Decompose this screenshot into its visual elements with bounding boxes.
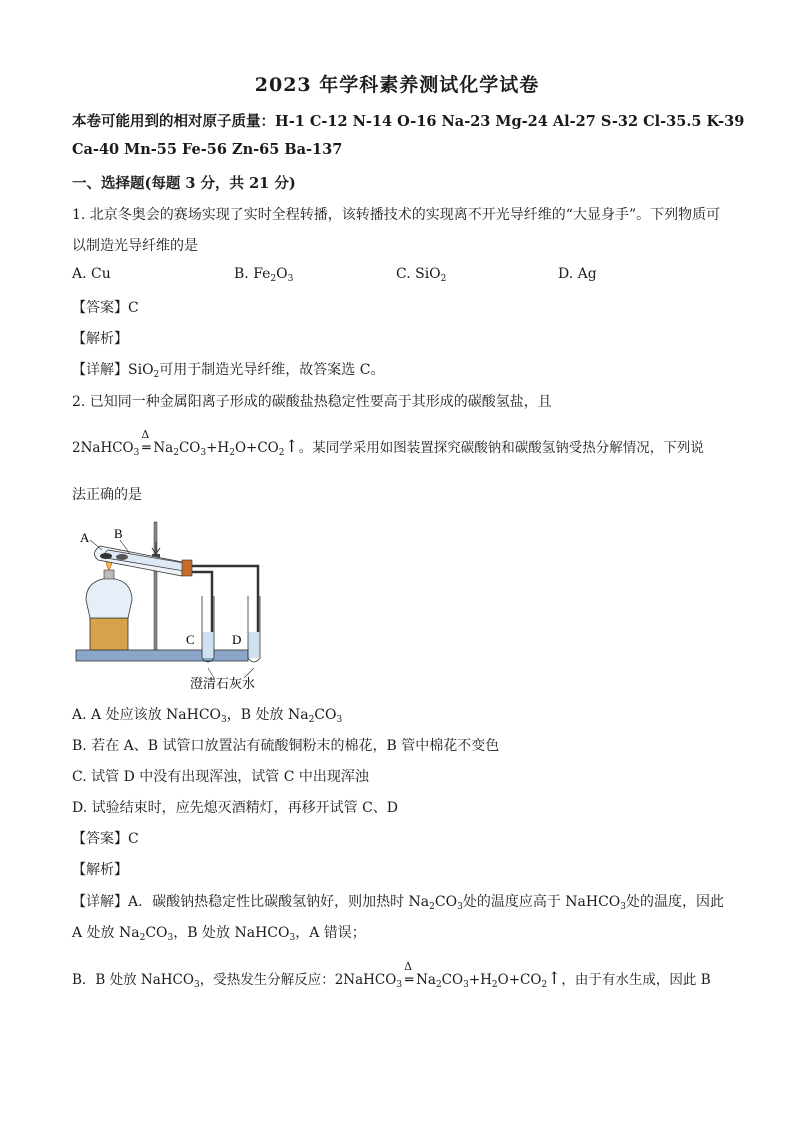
apparatus-diagram	[72, 520, 272, 695]
page-title: 2023 年学科素养测试化学试卷	[254, 74, 540, 96]
q2-detail-line-1: 【详解】A．碳酸钠热稳定性比碳酸氢钠好，则加热时 $Na_2CO_3$处的温度应高于 NaHCO$_3$处的温度，因此	[72, 894, 725, 912]
atomic-mass-line-1: 本卷可能用到的相对原子质量：H-1 C-12 N-14 O-16 Na-23 Mg-24 Al-27 S-32 Cl-35.5 K-39	[72, 113, 745, 130]
q2-option-a: A. A 处应该放 NaHCO$_3$，B 处放 $Na_2CO_3$	[72, 707, 343, 725]
q2-stem-line-1: 2. 已知同一种金属阳离子形成的碳酸盐热稳定性要高于其形成的碳酸氢盐，且	[72, 394, 552, 410]
section-heading: 一、选择题(每题 3 分，共 21 分)	[72, 175, 296, 192]
q2-analysis: 【解析】	[72, 862, 128, 878]
q1-answer: 【答案】C	[72, 300, 139, 316]
q1-stem-line-1: 1. 北京冬奥会的赛场实现了实时全程转播，该转播技术的实现离不开光导纤维的“大显身手”。下列物质可	[72, 207, 721, 223]
q2-detail-line-2: A 处放 $Na_2CO_3$，B 处放 NaHCO$_3$，A 错误；	[72, 925, 366, 943]
q2-detail-line-3: B．B 处放 NaHCO$_3$，受热发生分解反应：2NaHCO$_3$ Δ ═ $Na_2CO_3+H_2O+CO_2↑$，由于有水生成，因此 B	[72, 960, 711, 990]
atomic-mass-line-2: Ca-40 Mn-55 Fe-56 Zn-65 Ba-137	[72, 141, 343, 158]
q1-option-a: A. Cu	[72, 266, 111, 282]
apparatus-figure	[72, 520, 272, 695]
q2-stem-line-3: 法正确的是	[72, 487, 142, 503]
equation-2: 2NaHCO$_3$ Δ ═ $Na_2CO_3+H_2O+CO_2↑$	[334, 960, 562, 990]
q2-equation-line: 2NaHCO$_3$ Δ ═ $Na_2CO_3+H_2O+CO_2↑$。某同学采用如图装置探究碳酸钠和碳酸氢钠受热分解情况，下列说	[72, 428, 704, 458]
q2-answer: 【答案】C	[72, 831, 139, 847]
q1-option-d: D. Ag	[558, 266, 597, 282]
label-d: D	[232, 632, 242, 647]
q1-option-c: C. SiO$_2$	[396, 266, 447, 284]
label-limewater: 澄清石灰水	[190, 677, 256, 692]
q2-option-c: C. 试管 D 中没有出现浑浊，试管 C 中出现浑浊	[72, 769, 369, 785]
q2-option-d: D. 试验结束时，应先熄灭酒精灯，再移开试管 C、D	[72, 800, 399, 816]
equation: 2NaHCO$_3$ Δ ═ $Na_2CO_3+H_2O+CO_2↑$	[72, 428, 299, 458]
q1-detail: 【详解】SiO$_2$可用于制造光导纤维，故答案选 C。	[72, 362, 385, 380]
label-c: C	[186, 632, 195, 647]
q1-option-b: B. $Fe_2O_3$	[234, 266, 294, 284]
q1-analysis: 【解析】	[72, 331, 128, 347]
q1-stem-line-2: 以制造光导纤维的是	[72, 238, 198, 254]
label-a: A	[80, 530, 90, 545]
q2-option-b: B. 若在 A、B 试管口放置沾有硫酸铜粉末的棉花，B 管中棉花不变色	[72, 738, 500, 754]
label-b: B	[114, 526, 123, 541]
